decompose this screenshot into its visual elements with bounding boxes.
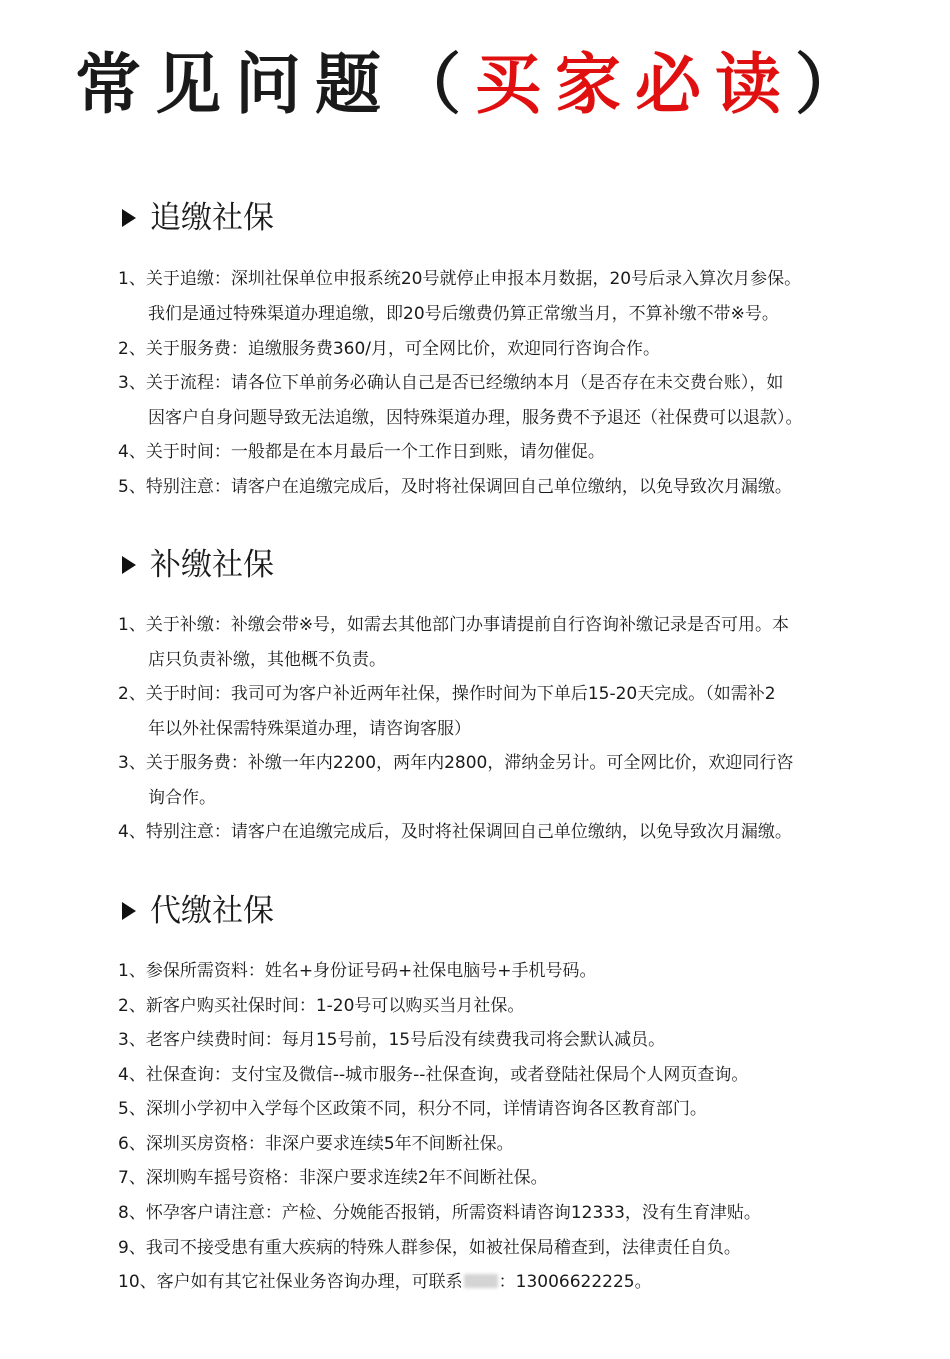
faq-line: 9、我司不接受患有重大疾病的特殊人群参保，如被社保局稽查到，法律责任自负。 <box>118 1238 741 1258</box>
faq-line: 7、深圳购车摇号资格：非深户要求连续2年不间断社保。 <box>118 1168 548 1188</box>
faq-line: 4、特别注意：请客户在追缴完成后，及时将社保调回自己单位缴纳，以免导致次月漏缴。 <box>118 822 792 842</box>
faq-line: 询合作。 <box>148 788 216 808</box>
faq-line-contact <box>118 1265 652 1299</box>
faq-line: 因客户自身问题导致无法追缴，因特殊渠道办理，服务费不予退还（社保费可以退款）。 <box>148 408 803 428</box>
faq-line: 我们是通过特殊渠道办理追缴，即20号后缴费仍算正常缴当月，不算补缴不带※号。 <box>148 304 779 324</box>
faq-line: 4、关于时间：一般都是在本月最后一个工作日到账，请勿催促。 <box>118 442 605 462</box>
blurred-contact-name <box>464 1274 498 1288</box>
faq-line: 5、深圳小学初中入学每个区政策不同，积分不同，详情请咨询各区教育部门。 <box>118 1099 707 1119</box>
section-heading-bujiao <box>122 543 274 587</box>
faq-line: 2、新客户购买社保时间：1-20号可以购买当月社保。 <box>118 996 525 1016</box>
page-title <box>0 40 950 130</box>
section-heading-text: 补缴社保 <box>150 547 274 583</box>
triangle-bullet-icon <box>122 209 136 227</box>
triangle-bullet-icon <box>122 902 136 920</box>
faq-line: 2、关于服务费：追缴服务费360/月，可全网比价，欢迎同行咨询合作。 <box>118 339 660 359</box>
faq-line: 4、社保查询：支付宝及微信--城市服务--社保查询，或者登陆社保局个人网页查询。 <box>118 1065 749 1085</box>
section-heading-daijiao <box>122 889 274 933</box>
faq-line: 2、关于时间：我司可为客户补近两年社保，操作时间为下单后15-20天完成。（如需补2 <box>118 684 776 704</box>
section-heading-zhuijiao <box>122 196 274 240</box>
faq-line: 6、深圳买房资格：非深户要求连续5年不间断社保。 <box>118 1134 514 1154</box>
faq-line: 年以外社保需特殊渠道办理，请咨询客服） <box>148 719 471 739</box>
faq-line: 1、参保所需资料：姓名+身份证号码+社保电脑号+手机号码。 <box>118 961 597 981</box>
faq-line: 5、特别注意：请客户在追缴完成后，及时将社保调回自己单位缴纳，以免导致次月漏缴。 <box>118 477 792 497</box>
faq-line: 1、关于补缴：补缴会带※号，如需去其他部门办事请提前自行咨询补缴记录是否可用。本 <box>118 615 790 635</box>
contact-phone-text: ：13006622225。 <box>498 1272 652 1292</box>
faq-line: 店只负责补缴，其他概不负责。 <box>148 650 386 670</box>
faq-line: 8、怀孕客户请注意：产检、分娩能否报销，所需资料请咨询12333，没有生育津贴。 <box>118 1203 761 1223</box>
section-heading-text: 追缴社保 <box>150 200 274 236</box>
page-title-part2: ） <box>795 46 875 123</box>
page-title-highlight: 买家必读 <box>475 46 795 123</box>
faq-line: 3、老客户续费时间：每月15号前，15号后没有续费我司将会默认减员。 <box>118 1030 666 1050</box>
page-title-part1: 常见问题（ <box>75 46 475 123</box>
faq-line: 1、关于追缴：深圳社保单位申报系统20号就停止申报本月数据，20号后录入算次月参保。 <box>118 269 802 289</box>
section-heading-text: 代缴社保 <box>150 893 274 929</box>
triangle-bullet-icon <box>122 556 136 574</box>
faq-line: 3、关于服务费：补缴一年内2200，两年内2800，滞纳金另计。可全网比价，欢迎同行咨 <box>118 753 794 773</box>
faq-line: 3、关于流程：请各位下单前务必确认自己是否已经缴纳本月（是否存在未交费台账），如 <box>118 373 784 393</box>
contact-text-before: 10、客户如有其它社保业务咨询办理，可联系 <box>118 1272 463 1292</box>
